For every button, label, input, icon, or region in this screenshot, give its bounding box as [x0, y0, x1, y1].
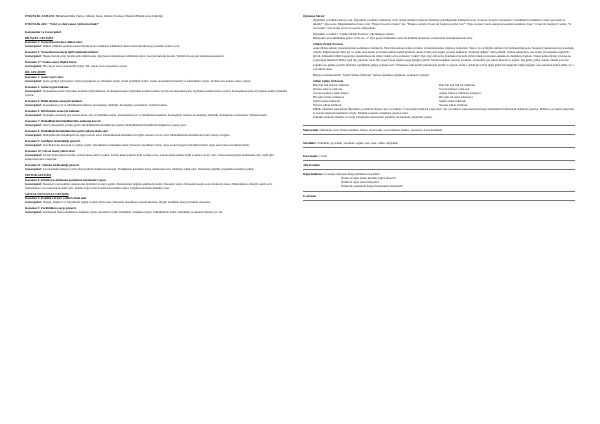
vocabulary-line: Sözcükler: Sallamak, ağ örmek, yaşamak, soğuk, taze, yeni, çirkin, değişmek	[303, 141, 398, 146]
song-line: Yuvana sallan örümcek	[313, 102, 342, 107]
bullet-workbook: Etkinlik sonunda 'Okuma ve Çizgi Çalışmaları kitabından' sayfaları incelenerek çalışmalar yapılır.	[313, 115, 433, 120]
activity-name: ETKİNLİK ADI: "Tırtıl ve çilek tanesi. Şiirin üzerinde?"	[25, 22, 100, 27]
assessment-question: Örümcek yapımında hangi malzemeleri kullandık?	[341, 184, 403, 189]
song-line: Tavana uzanıyor ağını örüyor	[313, 90, 349, 95]
indicator-text: Göstergeleri: Kendisinin farklı özellikleri olduğunu söyler. İnsanların farklı özellikleri olduğunu söyler. Etkinliklerde farklı özellikteki çocuklarla birlikte yer alır.	[25, 209, 223, 214]
assessment-label: Değerlendirme:	[303, 172, 324, 177]
outcome-title: Kazanım 3: Kendini yaratıcı yollarla ifade eder.	[25, 195, 88, 200]
indicator-text: Göstergeleri: Dikkat edilmesi gereken nesne/durum/olaya odaklanır. Dikkatini çeken nesne/durum/olaya yönelik sorular sorar.	[25, 44, 181, 49]
indicator-text: Göstergeleri: Konuşma sırasında göz teması kurar. Jest ve mimikleri anlar. Konuşurken jest ve mimiklerini kullanır. Konuşmayı başlatır. Konuşmayı sürdürür. Konuşmayı sonlandırır. Sohbete katılır.	[25, 112, 268, 117]
indicator-text: Göstergeleri: Sesin geldiği yönü söyler. Sesin kaynağının ne olduğunu söyler. Sesin özelliğini söyler. Sesler arasındaki benzerlik ve farklılıkları söyler. Verilen sese benzer sesler çıkarır.	[25, 78, 252, 83]
indicator-text: Göstergeleri: Sözel yönergeleri yerine getirir. Dinlediklerini/izlediklerini açıklar. Dinlediklerini/izlediklerini hakkında yorum yapar.	[25, 122, 187, 127]
process-title: Öğrenme Süreci:	[303, 14, 326, 18]
left-column	[25, 14, 287, 216]
section-title: SOSYAL DUYGUSAL GELİŞİM	[25, 191, 69, 196]
outcome-title: Kazanım 2: Nesne/durum/olayla ilgili tahminde bulunur.	[25, 50, 99, 55]
song-line: Bak bak bak bak bir örümcek	[439, 82, 475, 87]
activity-time-line: ETKİNLİK ZAMANI: Bütünleştirilmiş Türkçe, Müzik, Sanat, Okuma Yazmaya Hazırlık Büyük Grup Etkinliği	[25, 14, 163, 18]
section-title: MOTOR GELİŞİM	[25, 173, 51, 178]
indicator-text: Göstergeleri: Sözcükleri heceleyerek ve sesleri söyler. Sözcüklerin sonundaki sesler benzeyen sözcükleri söyler. Aynı sesle başlayan sözcükleri üretir. Aynı sesle biten sözcükleri üretir.	[25, 143, 250, 148]
song-line: Tavana bakıyor çilek sen	[439, 86, 470, 91]
section-title: BİLİŞSEL GELİŞİM	[25, 36, 53, 41]
outcome-title: Kazanım 8: Dinlediklerini/izlediklerini çeşitli yollarla ifade eder.	[25, 129, 109, 134]
indicator-text: Göstergeleri: Çevresindeki bulunan yazılı materyallerle hakkında konuşur. Yetişkinden kendisine kitap okumasını ister. Okumayı taklit eder. Okumanın günlük yaşamdaki önemini açıklar.	[25, 167, 255, 172]
outcome-title: Kazanım 10: Görsel materyalleri okur.	[25, 149, 76, 154]
indicator-text: Göstergeleri: Konuşurken/şarkı söylerken nefesini doğru kullanır. Konuşurken/şarkı söylerken sesinin tonunu ayarlar. Konuşurken/şarkı söylerken sesinin hızını ayarlar. Konuşurken/şarkı söylerken sesinin şiddetini ayarlar.	[25, 88, 287, 97]
outcome-title: Kazanım 11: Okuma farkındalığı gösterir.	[25, 163, 80, 168]
outcome-title: Kazanım 17: Neden-sonuç ilişkisi kurar.	[25, 60, 78, 65]
bullet-craft: Müzik çalışması sonrasında Öğretmen çocuklarla masaya alır. Çocuklara "Lobiyeden örümcek yapıyoruz" der. Çocuklara yaptırılan hazırlanan malzemeleri kullanarak örümcek yaparlar. Bitirince çocuklar okuyarak O sesi ile başlayan kelimeler söyler. Etkinlik sonunda çalışmalar panoya asılır.	[313, 106, 574, 116]
materials-line: Materyaller: Örümcek, tırtıl, ördek resimleri, lobiye, siyah iplik, oyun hamuru, makas, yapıştırıcı, boya kalemleri	[303, 128, 443, 133]
assessment-question: O sesiyle başlayan hangi kelimeleri söyledin?	[324, 172, 381, 177]
outcome-sections	[25, 36, 287, 216]
song-line: Duvara çıkıyor tırtıl sen	[313, 86, 343, 91]
outcome-title: Kazanım 7: Dinlediklerinin/izlediklerinin anlamını kavrar.	[25, 118, 102, 123]
indicator-text: Göstergeleri: Görsel materyalleri inceler. Görsel materyalleri açıklar. Görsel materyallerle ilgili sorular sorar. Görsel materyallerle ilgili sorulara cevap verir. Görsel materyalleri kullanarak olay, öykü gibi kompozisyonlar oluşturur.	[25, 153, 274, 162]
song-line: Sallan sallan örümcek	[313, 98, 340, 103]
song-line: Ağlara bakıyor örümcek dolaşıyor	[439, 90, 481, 95]
assessment-question: Örümcek ağını nasıl örüyordu?	[341, 180, 379, 185]
indicator-text: Göstergeleri: Duygu, düşünce ve hayallerini özgün yollarla ifade eder. Nesneleri alışılmışın dışında kullanır. Özgün özellikler taşıyan ürünler oluşturur.	[25, 199, 211, 204]
song-line: Bak bak bak bak bir örümcek	[313, 82, 349, 87]
section-title: DİL GELİŞİMİ	[25, 70, 46, 75]
song-line: Sallan sallan örümcek	[439, 98, 466, 103]
adaptation-heading: Uyarlama	[303, 193, 317, 198]
song-line: Bir ağda fırtına sallanıyor	[313, 94, 345, 99]
assessment-question: Ördek yavrusu neden kendini yalnız hissetti?	[341, 176, 396, 181]
process-paragraph-2: Öğretmen çocuklara "Çilekte Ördek Yavrusu" adlı hikâyeyi anlatır.	[313, 32, 395, 37]
outcome-title: Kazanım 1: Nesne/durum/olaya dikkat eder.	[25, 40, 83, 45]
indicator-text: Göstergeleri: Nesne/durum/olayı inceleyerek tahmin eder. İpuçlarını birleştirerek tahminini söyler. Gerçek durumu inceler. Tahmini ile gerçek durumu karşılaştırır.	[25, 54, 225, 59]
concepts-line: Kavramlar: O sesi	[303, 154, 327, 159]
indicator-text: Göstergeleri: Bir olayın olası nedenlerini söyler. Bir olayın olası sonuçlarını söyler.	[25, 64, 128, 69]
indicator-text: Göstergeleri: Konuşurken jest ve mimiklerini kullanır. Konuşmayı sürdürür. Konuşmayı sonlandırır. Sohbete katılır.	[25, 102, 168, 107]
bullet-song-intro: Hikaye sonlandırılarak "Sallan Sallan Örümcek" şarkısı öğretmen eşliğinde çocuklarla söylenir.	[313, 72, 430, 77]
outcome-title: Kazanım 2: Sesini uygun kullanır.	[25, 84, 70, 89]
outcomes-heading: Kazanımlar ve Göstergeleri:	[25, 30, 63, 35]
outcome-title: Kazanım 1: Sesleri ayırt eder.	[25, 74, 64, 79]
outcome-title: Kazanım 4: Dilini iletişim amacıyla kullanır.	[25, 98, 83, 103]
story-title: Çilekte Ördek Yavrusu	[313, 42, 344, 47]
song-line: Bir ağda bir anne sallanıyor	[439, 94, 473, 99]
right-column	[303, 14, 575, 203]
indicator-text: Göstergeleri: Dinlediklerini/izlediklerini ile ilgili sorular sorar. Dinlediklerini/izledikleri ile ilgili sorulara cevap verir. Dinlediklerini/izlediklerini öykü yoluyla sergiler.	[25, 133, 231, 138]
outcome-title: Kazanım 4: Küçük kas kullanımı gerektiren hareketleri yapar.	[25, 177, 107, 182]
process-paragraph-3: Hikayenin son bölümünde gelen "O ile ne...?" diye geçen bölümden sonra ile bölümü okuyacak çocuklardan tamamlanmasını ister.	[313, 36, 473, 41]
song-title: Sallan Sallan Örümcek	[313, 78, 344, 83]
story-text: Anne Ördek suların yansımalarının korkmuyor bulduydu. Yeni bahçesinde ördek yavruları yumurtalarından çıkmaya başladılar. Yeni o ve en büyük yumurta bir türlü kırılmıyordu. Sonunda yumurtanın boyu kabuğu çatladı. Diğerlerinden daha gri ve farklı olan ördek yavrusunu kimse kabul görmedi. Anne ördek yeni doğan yavrusu hakkında "Umarım değişir" dedi şefkatli. Zaman ilerleyince ona ördek yavrusunun rengi hala griydi. Kimsenin bilim başyapıları oluşturmuyordu yüzü; ördek yavru ardından "çirkin" diye alay ediyordu. Kardeşleri de kafa yırtık ördek yavrusunu eskiden de dışlamaya başladı. Yalnız kalan Ördek yavrusu ne yapacağını bilemedi. Belki yeşil tüy yarasına vardı. Bir yazın beyaz kuşları uçup gittiğini gördü. Yaban ördekleri onu hiç sevmedi. O kendini çok yalnız hissetti ve ağladı. Kış geldi, göller dondu. Ördek yavrusu soğukta zor günler geçirdi. İlkbahar geldiğinde güneş yeniden ısıttı. Yüzerken suda kendi yansımasını gördü ve şaşırdı. Artık o çirkin gri yavru değil güzel bir kuğuydu. Diğer kuğular onu aralarına kabul ettiler ve o çok mutlu oldu.	[313, 46, 574, 71]
indicator-text: Göstergeleri: Nesneleri yeni şekiller oluşturacak biçimde bir araya getirir. Malzemeleri değişik şekillerde katlar. Nesneleri toplar. Nesneleri kesme aracı/makas ile keser. Malzemelere elleriyle şekil verir. Malzemelere araç kullanarak şekil verir. Kalem doğru tutar. Kalem kontrolünü sağlar. Çizgileri istenilen nitelikte çizer.	[25, 181, 273, 190]
outcome-title: Kazanım 9: Sesbilgisi farkındalığı gösterir.	[25, 139, 81, 144]
outcome-title: Kazanım 5: Dili iletişim amacıyla kullanır.	[25, 108, 81, 113]
song-line: Yuvana sallan örümcek	[439, 102, 468, 107]
process-paragraph-1: Öğretmen çocuklara masaya alır. Öğretmen çocuklara Örümcek, tırtıl, ördek resimleri gösterir. Resimde gördüklerinin isimlerini sorar. Sonrası cevaplar sonrasında "Gördüklerin resimlerin ortak yanı nedir ve nitelik?" diye sorar. Düşünmelerine fırsat verir. "Hepsi O sesi ile başlar" der. "Başka o sesiyle O sesi ile başlayan şeyler var?" "Diye sorular. Sonra okuyarak sesinin tanıtımını yapar "O sesi ile başlayan" sesler. "O sesi sesler" sesi. Kalıp ses ile O sesi ile oluşturulan.	[313, 18, 572, 31]
family-participation-heading: Aile Katılımı	[303, 163, 320, 168]
song-lyrics	[303, 83, 575, 107]
outcome-title: Kazanım 5: Farklılıklara saygı gösterir.	[25, 205, 77, 210]
assessment-block	[303, 172, 575, 188]
